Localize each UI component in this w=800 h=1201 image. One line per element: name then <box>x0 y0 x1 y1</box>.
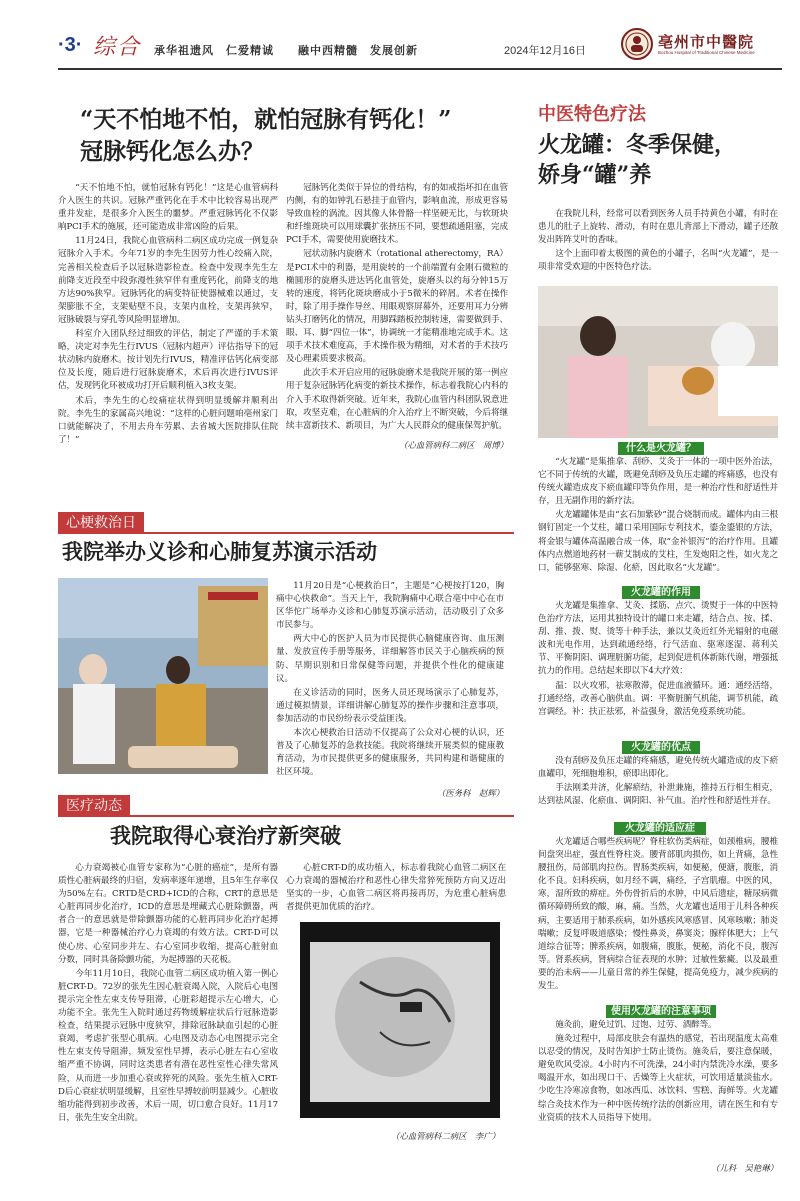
paragraph: 火龙罐适合哪些疾病呢？脊柱软伤类病症，如颈椎病，腰椎间盘突出症，强直性脊柱炎。腰背部肌肉损伤，如上背痛，急性腰扭伤，局部肌肉拉伤。胃肠类疾病，如便秘，便溏，腹胀，消化不良。妇科疾病，如月经不调，痛经，子宫肌瘤。中医的风，寒，湿所致的痹症。外伤骨折后的水肿，中风后遗症，糖尿病微循环障碍所致的酸，麻，痛。当然，火龙罐也适用于儿科各种疾病，主要适用于肺系疾病，如外感疾风寒感冒、风寒咳嗽；肺炎喘嗽；反复呼吸道感染；慢性鼻炎，鼻窦炎；腺样体肥大；上气道综合征等；脾系疾病，如腹痛，腹胀，便秘，消化不良，腹泻等。肾系疾病，肾病综合征表现的水肿；过敏性紫癜。以及最重要的治未病——儿童日常的养生保健，提高免疫力，减少疾病的发生。 <box>538 837 778 992</box>
article4-s3 <box>538 755 778 808</box>
paragraph: 两大中心的医护人员为市民提供心脑健康咨询、血压测量、发放宣传手册等服务，详细解答市民关于心脑疾病的预防、早期识别和日常保健等问题，并提供个性化的健康建议。 <box>276 634 504 684</box>
paragraph: 术后，李先生的心绞痛症状得到明显缓解并顺利出院。李先生的家属高兴地说：“这样的心脏问题咱亳州家门口就能解决了，不用去舟车劳累、去省城大医院排队住院了！” <box>58 395 278 445</box>
paragraph: 冠状动脉内旋磨术（rotational atherectomy，RA）是PCI术中的利器，是用旋转的一个前端置有金刚石微粒的椭圆形的旋磨头进达钙化血管处，旋磨头以约每分钟15万转的速度，将钙化斑块磨成小于5微米的碎屑。术者在操作时，除了用手操作导丝、用眼观察屏幕外，还要用耳力分辨钻头打磨钙化的情况，用脚踩踏板控制转速，需要做到手、眼、耳、脚“四位一体”，协调统一才能精准地完成手术。这项手术技术难度高，手术操作极为精细，对术者的手术技巧及心理素质要求极高。 <box>286 249 508 365</box>
article2-byline: （医务科 赵辉） <box>437 788 504 799</box>
fire-dragon-cupping-photo <box>538 286 778 438</box>
page-number: ·3· <box>58 34 83 56</box>
hospital-name-en: Bozhou Hospital of Traditional Chinese Medicine <box>658 50 755 55</box>
paragraph: 这个上面印着太极图的黄色的小罐子，名叫“火龙罐”，是一项非常受欢迎的中医特色疗法。 <box>538 249 778 273</box>
paragraph: 没有刮痧及负压走罐的疼痛感，避免传统火罐造成的皮下瘀血罐印，死细胞堆积，瘀即出即化。 <box>538 756 778 780</box>
article4-section-tag: 中医特色疗法 <box>538 104 646 125</box>
article3-col1 <box>58 862 278 1125</box>
hospital-logo-icon <box>621 28 653 60</box>
section-rule <box>58 815 514 817</box>
article4-s4 <box>538 836 778 993</box>
article1-title <box>80 104 520 168</box>
article2-title: 我院举办义诊和心肺复苏演示活动 <box>62 539 377 564</box>
article3-section-tag: 医疗动态 <box>58 795 130 817</box>
paragraph: 心脏CRT-D的成功植入，标志着我院心血管二病区在心力衰竭的器械治疗和恶性心律失常猝死预防方向又迈出坚实的一步，心血管二病区将再接再厉，为危重心脏病患者提供更加优质的治疗。 <box>286 863 506 913</box>
paragraph: “天不怕地不怕，就怕冠脉有钙化！”这是心血管病科介入医生的共识。冠脉严重钙化在手术中比较容易出现严重并发症，是很多介入医生的噩梦。严重冠脉钙化不仅影响PCI手术的施展，还可能造成非常凶险的后果。 <box>58 183 278 233</box>
article4-title-line1: 火龙罐：冬季保健， <box>538 132 737 158</box>
paragraph: 施灸过程中，局部皮肤会有温热的感觉，若出现温度太高难以忍受的情况，及时告知护士防止烫伤。施灸后，要注意保暖，避免吹风受凉。4小时内不可洗澡，24小时内禁洗冷水澡，要多喝温开水，如出现口干、舌燥等上火症状，可饮用适量淡盐水。少吃生冷寒凉食物，如冰西瓜、冰饮料、雪糕、海鲜等。火龙罐综合灸技术作为一种中医传统疗法的创新应用，请在医生和有专业资质的技术人员指导下使用。 <box>538 1034 778 1123</box>
paragraph: 今年11月10日，我院心血管二病区成功植入第一例心脏CRT-D。72岁的张先生因心脏衰竭入院，入院后心电图提示完全性左束支传导阻滞，心脏彩超提示左心增大，心功能不全。张先生入院时通过药物缓解症状后行冠脉造影检查，结果提示冠脉中度狭窄，排除冠脉缺血引起的心脏衰竭，考虑扩张型心肌病。心电图及动态心电图提示完全性左束支传导阻滞，频发室性早搏，表示心脏左右心室收缩严重不协调，同时这类患者有潜在恶性室性心律失常风险，从而进一步加重心衰或猝死的风险。张先生植入CRT-D后心衰症状明显缓解，且室性早搏较前明显减少。心脏收缩功能得到初步改善，术后一周，切口愈合良好。11月17日，张先生安全出院。 <box>58 968 278 1123</box>
paragraph: “火龙罐”是集推拿、刮痧、艾灸于一体的一项中医外治法，它不同于传统的火罐，既避免刮痧及负压走罐的疼痛感，也没有传统火罐造成皮下瘀血罐印等负作用，是一种治疗性和舒适性并存，且无副作用的新疗法。 <box>538 457 778 507</box>
article1-title-line1: “天不怕地不怕，就怕冠脉有钙化！” <box>80 106 452 133</box>
subhead-precautions: 使用火龙罐的注意事项 <box>606 1005 716 1018</box>
article3-byline: （心血管病科二病区 李广） <box>391 1131 500 1141</box>
hospital-name: 亳州市中醫院 <box>658 33 755 51</box>
paragraph: 在我院儿科，经常可以看到医务人员手持黄色小罐，有时在患儿的肚子上旋转、滑动，有时在患儿背部上下滑动，罐子还散发出阵阵艾叶的香味。 <box>538 209 778 246</box>
article2-body <box>276 580 504 799</box>
article3-col2 <box>286 862 506 914</box>
paragraph: 施灸前，避免过饥、过饱、过劳、酒醉等。 <box>555 1020 717 1030</box>
article1-title-line2: 冠脉钙化怎么办？ <box>80 138 264 165</box>
paragraph: 11月24日，我院心血管病科二病区成功完成一例复杂冠脉介入手术。今年71岁的李先生因劳力性心绞痛入院，完善相关检查后予以冠脉造影检查。检查中发现李先生左前降支近段至中段弥漫性狭窄伴有重度钙化，前降支的地方达90%狭窄。冠脉钙化的病变特征使器械难以通过，支架膨胀不全，支架贴壁不良，支架内血栓，支架再狭窄，冠脉破裂与穿孔等风险明显增加。 <box>58 236 278 325</box>
subhead-effects: 火龙罐的作用 <box>622 586 700 599</box>
paragraph: 心力衰竭被心血管专家称为“心脏的癌症”，是所有器质性心脏病最终的归宿，发病率逐年递增，且5年生存率仅为50%左右。CRTD是CRD+ICD的合称，CRT的意思是心脏再同步化治疗，ICD的意思是埋藏式心脏除颤器，两者合一的意思就是带除颤器功能的心脏再同步化治疗起搏器，它是一种器械治疗心力衰竭的有效方法。CRT-D可以使心房、心室同步并左、右心室同步收缩，提高心脏射血分数，同时具备除颤功能，为起搏器的天花板。 <box>58 863 278 965</box>
paragraph: 此次手术开启应用的冠脉旋磨术是我院开展的第一例应用于复杂冠脉钙化病变的新技术操作，标志着我院心内科的介入手术取得新突破。近年来，我院心血管内科团队锐意进取，攻坚克难，在心脏病的介入治疗上不断突破，今后将继续丰富新技术、新项目，为广大人民群众的健康保驾护航。 <box>286 368 508 431</box>
article1-col1 <box>58 182 278 447</box>
issue-date: 2024年12月16日 <box>504 45 586 57</box>
section-rule <box>58 532 514 534</box>
article4-title-line2: 娇身“罐”养 <box>538 162 652 188</box>
subhead-indications: 火龙罐的适应症 <box>614 822 706 835</box>
paragraph: 科室介入团队经过细致的评估，制定了严谨的手术策略，决定对李先生行IVUS（冠脉内超声）评估指导下的冠状动脉内旋磨术。按计划先行IVUS，精准评估钙化病变部位及长度，随后进行冠脉旋磨术，术后再次进行IVUS评估，发现钙化环被成功打开后顺利植入3枚支架。 <box>58 329 278 392</box>
section-name: 综合 <box>93 35 142 60</box>
paragraph: 火龙罐是集推拿、艾灸、揉筋、点穴、烫熨于一体的中医特色治疗方法，运用其独特设计的罐口来走罐，结合点、按、揉、刮、推、拨、熨、烫等十种手法，兼以艾灸近红外光辐射的电磁波和光电作用，达到疏通经络，行气活血、驱寒逐湿、蒋利关节、平衡阴阳、调理脏腑功能，起到促进机体新陈代谢，增强抵抗力的作用。总结起来即以下4大疗效： <box>538 601 778 677</box>
angiography-photo <box>300 922 500 1118</box>
article4-s1 <box>538 456 778 575</box>
page-header <box>58 28 778 62</box>
article4-intro <box>538 208 778 274</box>
paragraph: 在义诊活动的同时，医务人员还现场演示了心肺复苏，通过模拟情景，详细讲解心肺复苏的操作步骤和注意事项，参加活动的市民纷纷表示受益匪浅。 <box>276 687 504 724</box>
slogan: 承华祖遗风 仁爱精诚 融中西精髓 发展创新 <box>154 44 418 57</box>
article4-s5 <box>538 1019 778 1125</box>
paragraph: 温：以火攻邪，祛寒散滞，促进血液循环。通：通经活络，打通经络，改善心脑供血。调：平衡脏腑气机能，调节机能，疏宫调经。补：扶正祛邪，补益强身，激活免疫系统功能。 <box>538 680 778 717</box>
article2-section-tag: 心梗救治日 <box>58 512 144 534</box>
paragraph: 本次心梗救治日活动不仅提高了公众对心梗的认识，还普及了心肺复苏的急救技能。我院将继续开展类似的健康教育活动，为市民提供更多的健康服务，共同构建和谐健康的社区环境。 <box>276 728 504 778</box>
subhead-what-is: 什么是火龙罐？ <box>618 442 704 455</box>
paragraph: 冠脉钙化类似于异位的骨结构，有的如戒指坏扣在血管内侧，有的如钟乳石悬挂于血管内，影响血流，形成更容易导致血栓的涡流。因其像人体骨骼一样坚硬无比，与软斑块和纤维斑块可以用球囊扩张挤压不同，要想疏通阻塞，完成PCI手术，需要使用旋磨技术。 <box>286 183 508 246</box>
cpr-demo-photo <box>58 578 268 774</box>
subhead-advantages: 火龙罐的优点 <box>622 741 700 754</box>
article3-title: 我院取得心衰治疗新突破 <box>110 823 341 848</box>
article4-title <box>538 130 778 190</box>
article4-s2 <box>538 600 778 719</box>
header-rule <box>58 68 782 70</box>
article4-byline: （儿科 吴艳琳） <box>711 1163 778 1173</box>
paragraph: 11月20日是“心梗救治日”，主题是“心梗按打120，胸痛中心快救命”。当天上午，我院胸痛中心联合亳中中心在市区华佗广场举办义诊和心肺复苏演示活动，活动吸引了众多市民参与。 <box>276 581 504 631</box>
paragraph: 手法刚柔并济，化解瘀结，补泄兼施，推持五行相生相克，达到祛风湿、化瘀血、调阴阳、补气血。治疗性和舒适性并存。 <box>538 783 778 807</box>
article1-col2 <box>286 182 508 451</box>
paragraph: 火龙罐罐体是由“玄石加紫砂”混合烧制而成。罐体内由三根钢钉固定一个艾柱，罐口采用国际专利技术，鎏金鎏银的方法，将金银与罐体高温融合成一体，取“金补银泻”的治疗作用。且罐体内点燃道地药材一蕲艾制成的艾柱，生发炮阳之性，如火龙之口，能够驱寒、除湿、化瘀，因此取名“火龙罐”。 <box>538 510 778 573</box>
article1-byline: （心血管病科二病区 周博） <box>399 439 508 450</box>
